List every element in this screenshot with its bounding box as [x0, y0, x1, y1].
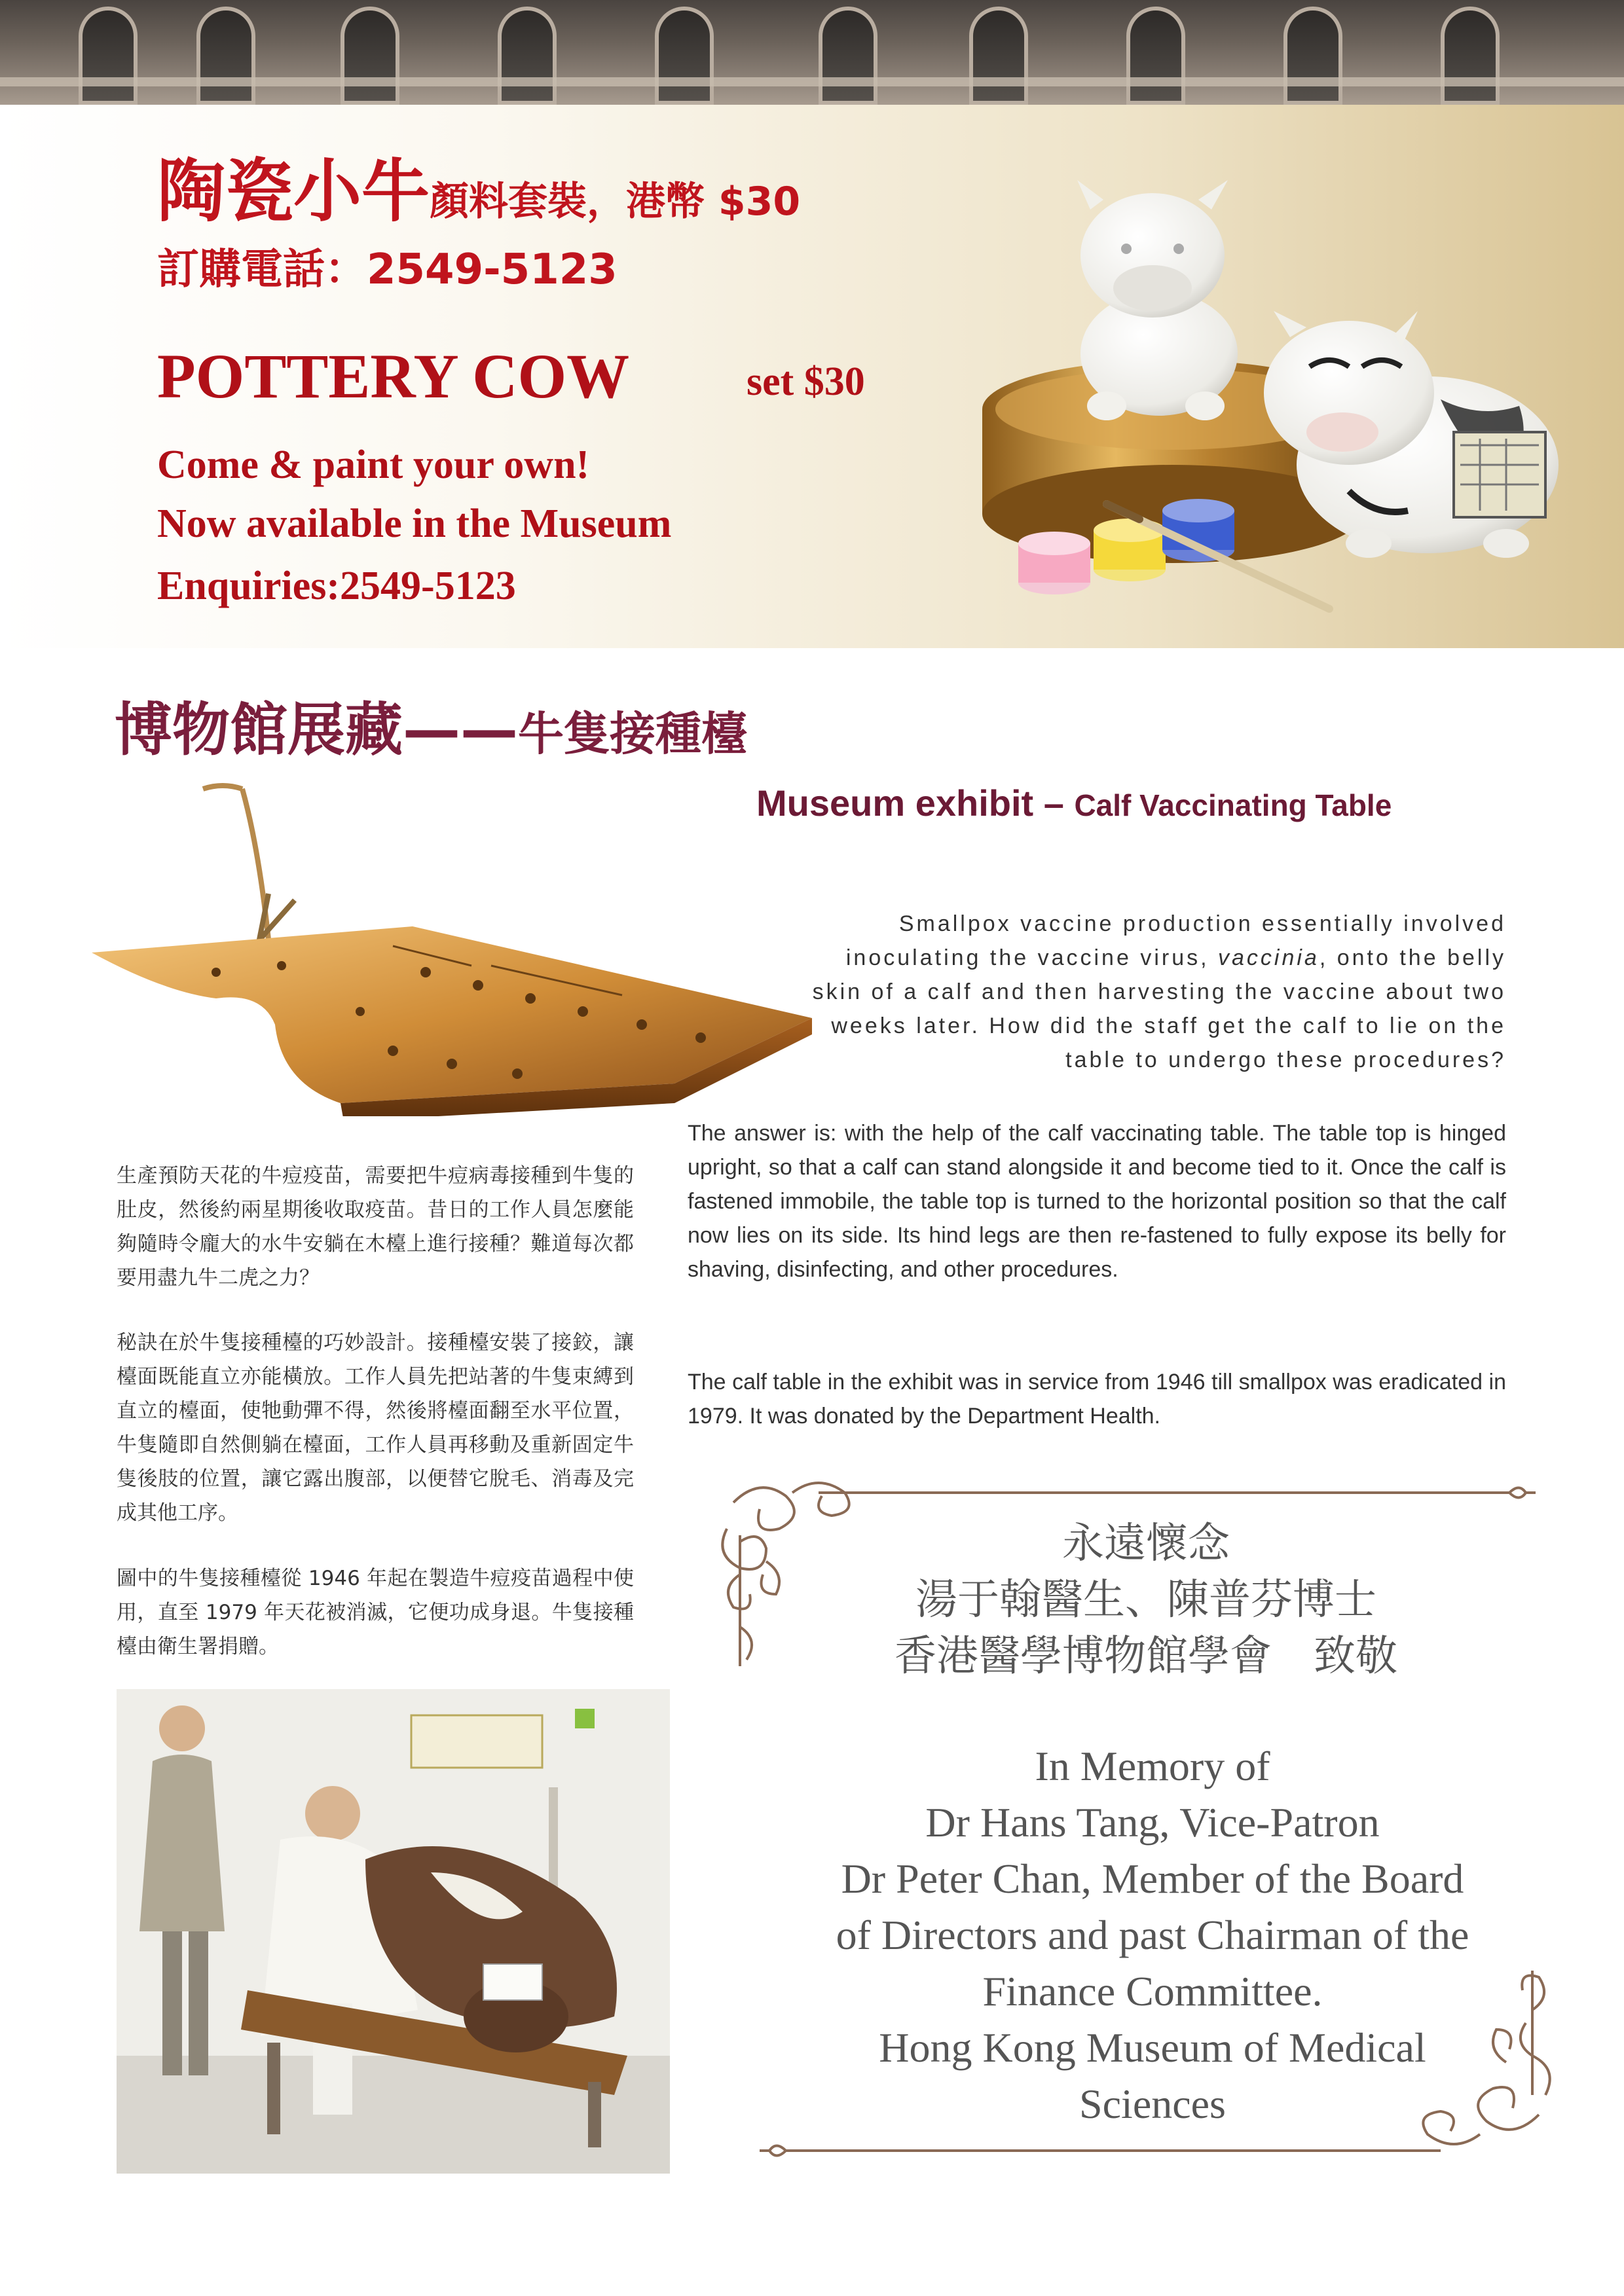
exhibit-en-paragraph-2: The calf table in the exhibit was in service from 1946 till smallpox was eradicated in 1979. It was donated by the Department Health. [688, 1370, 1506, 1429]
exhibit-zh-paragraph-1: 生產預防天花的牛痘疫苗，需要把牛痘病毒接種到牛隻的肚皮，然後約兩星期後收取疫苗。昔日的工作人員怎麼能夠隨時令龐大的水牛安躺在木檯上進行接種？難道每次都要用盡九牛二虎之力？ [117, 1164, 634, 1290]
exhibit-en-intro-italic: vaccinia [1218, 945, 1320, 970]
memorial-en-line-3: Dr Peter Chan, Member of the Board [841, 1855, 1464, 1902]
exhibit-zh-paragraph-3: 圖中的牛隻接種檯從 1946 年起在製造牛痘疫苗過程中使用，直至 1979 年天花被消滅，它便功成身退。牛隻接種檯由衛生署捐贈。 [117, 1567, 634, 1658]
calf-table-image [85, 776, 819, 1116]
ad-en-line-1: Come & paint your own! [157, 443, 590, 487]
exhibit-zh-title-main: 博物館展藏—— [115, 696, 519, 763]
exhibit-zh-title-sub: 牛隻接種檯 [518, 707, 748, 761]
exhibit-zh-paragraph-2: 秘訣在於牛隻接種檯的巧妙設計。接種檯安裝了接鉸，讓檯面既能直立亦能橫放。工作人員先把站著的牛隻束縛到直立的檯面，使牠動彈不得，然後將檯面翻至水平位置，牛隻隨即自然側躺在檯面，工作人員再移動及重新固定牛隻後肢的位置，讓它露出腹部，以便替它脫毛、消毒及完成其他工序。 [117, 1331, 634, 1525]
ad-zh-title-main: 陶瓷小牛 [157, 151, 430, 231]
memorial-en-line-1: In Memory of [1035, 1743, 1270, 1789]
exhibit-zh-title [115, 694, 747, 770]
memorial-en-line-2: Dr Hans Tang, Vice-Patron [925, 1799, 1380, 1846]
ad-en-title: POTTERY COW [157, 341, 630, 411]
exhibit-en-paragraph-1: The answer is: with the help of the calf vaccinating table. The table top is hinged upright, so that a calf can stand alongside it and become tied to it. Once the calf is fastened immobile, the table top is turned to the horizontal position so that the calf now lies on its side. Its hind legs are then re-fastened to fully expose its belly for shaving, disinfecting, and other procedures. [688, 1121, 1506, 1282]
memorial-zh-block [727, 1516, 1565, 1685]
ad-zh-title [157, 152, 800, 241]
memorial-en-line-6: Hong Kong Museum of Medical [879, 2024, 1426, 2071]
ad-zh-phone: 訂購電話：2549-5123 [157, 246, 618, 294]
exhibit-en-title-sub: Calf Vaccinating Table [1074, 788, 1392, 822]
ad-en-line-3: Enquiries:2549-5123 [157, 564, 516, 608]
ad-zh-title-rest: 顏料套裝，港幣 $30 [430, 179, 801, 225]
memorial-en-line-4: of Directors and past Chairman of the [836, 1912, 1469, 1958]
memorial-en-line-7: Sciences [1079, 2081, 1226, 2127]
exhibit-en-title-main: Museum exhibit – [756, 782, 1075, 824]
exhibit-en-intro-part2: , onto the belly skin of a calf and then harvesting the vaccine about two weeks later. How did the staff get the calf to lie on the table to undergo these procedures? [812, 945, 1506, 1072]
exhibit-en-intro-part1: Smallpox vaccine production essentially involved inoculating the vaccine virus, [845, 911, 1506, 970]
memorial-zh-line-3: 香港醫學博物館學會 致敬 [895, 1632, 1397, 1681]
building-banner-image [0, 0, 1624, 105]
exhibit-en-title [756, 782, 1392, 826]
ad-en-line-2: Now available in the Museum [157, 501, 672, 546]
memorial-en-line-5: Finance Committee. [982, 1968, 1323, 2014]
exhibit-en-intro [805, 907, 1506, 1077]
memorial-zh-line-2: 湯于翰醫生、陳普芬博士 [915, 1576, 1376, 1624]
ad-en-price: set $30 [747, 359, 865, 404]
calf-vaccination-diorama-photo [117, 1689, 670, 2174]
memorial-zh-line-1: 永遠懷念 [1062, 1520, 1230, 1568]
memorial-en-block [786, 1738, 1519, 2132]
pottery-cow-product-image [943, 151, 1611, 635]
